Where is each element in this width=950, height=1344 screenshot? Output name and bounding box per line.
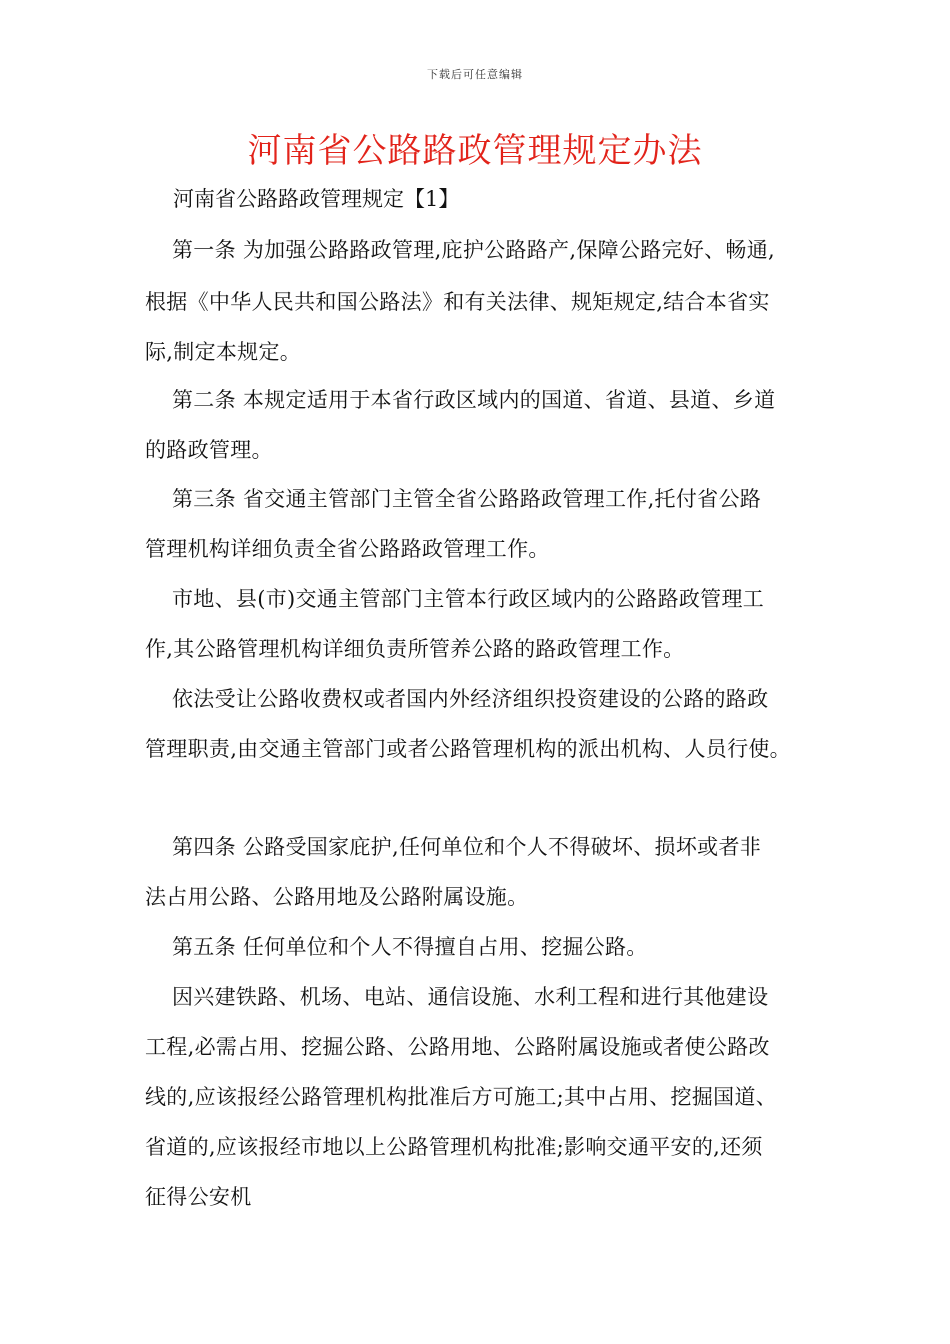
- article-5-line-1: 第五条 任何单位和个人不得擅自占用、挖掘公路。: [172, 935, 648, 959]
- article-3-line-2: 管理机构详细负责全省公路路政管理工作。: [145, 537, 550, 561]
- article-2-line-1: 第二条 本规定适用于本省行政区域内的国道、省道、县道、乡道: [172, 388, 776, 412]
- article-5-para-2-line-2: 工程,必需占用、挖掘公路、公路用地、公路附属设施或者使公路改: [145, 1035, 770, 1059]
- article-5-para-2-line-3: 线的,应该报经公路管理机构批准后方可施工;其中占用、挖掘国道、: [145, 1085, 778, 1109]
- article-5-para-2-line-5: 征得公安机: [145, 1185, 252, 1209]
- article-5-para-2-line-1: 因兴建铁路、机场、电站、通信设施、水利工程和进行其他建设: [172, 985, 769, 1009]
- article-3-para-2-line-1: 市地、县(市)交通主管部门主管本行政区域内的公路路政管理工: [172, 587, 765, 611]
- article-4-line-2: 法占用公路、公路用地及公路附属设施。: [145, 885, 529, 909]
- article-4-line-1: 第四条 公路受国家庇护,任何单位和个人不得破坏、损坏或者非: [172, 835, 762, 859]
- header-note: 下载后可任意编辑: [427, 68, 523, 81]
- document-title: 河南省公路路政管理规定办法: [247, 131, 703, 171]
- article-3-para-3-line-1: 依法受让公路收费权或者国内外经济组织投资建设的公路的路政: [172, 687, 769, 711]
- document-subtitle: 河南省公路路政管理规定【1】: [173, 187, 460, 211]
- article-1-line-2: 根据《中华人民共和国公路法》和有关法律、规矩规定,结合本省实: [145, 290, 770, 314]
- article-2-line-2: 的路政管理。: [145, 438, 273, 462]
- article-5-para-2-line-4: 省道的,应该报经市地以上公路管理机构批准;影响交通平安的,还须: [145, 1135, 763, 1159]
- article-1-line-3: 际,制定本规定。: [145, 340, 302, 364]
- article-3-para-2-line-2: 作,其公路管理机构详细负责所管养公路的路政管理工作。: [145, 637, 685, 661]
- article-3-para-3-line-2: 管理职责,由交通主管部门或者公路管理机构的派出机构、人员行使。: [145, 737, 791, 761]
- article-1-line-1: 第一条 为加强公路路政管理,庇护公路路产,保障公路完好、畅通,: [172, 238, 775, 262]
- article-3-line-1: 第三条 省交通主管部门主管全省公路路政管理工作,托付省公路: [172, 487, 762, 511]
